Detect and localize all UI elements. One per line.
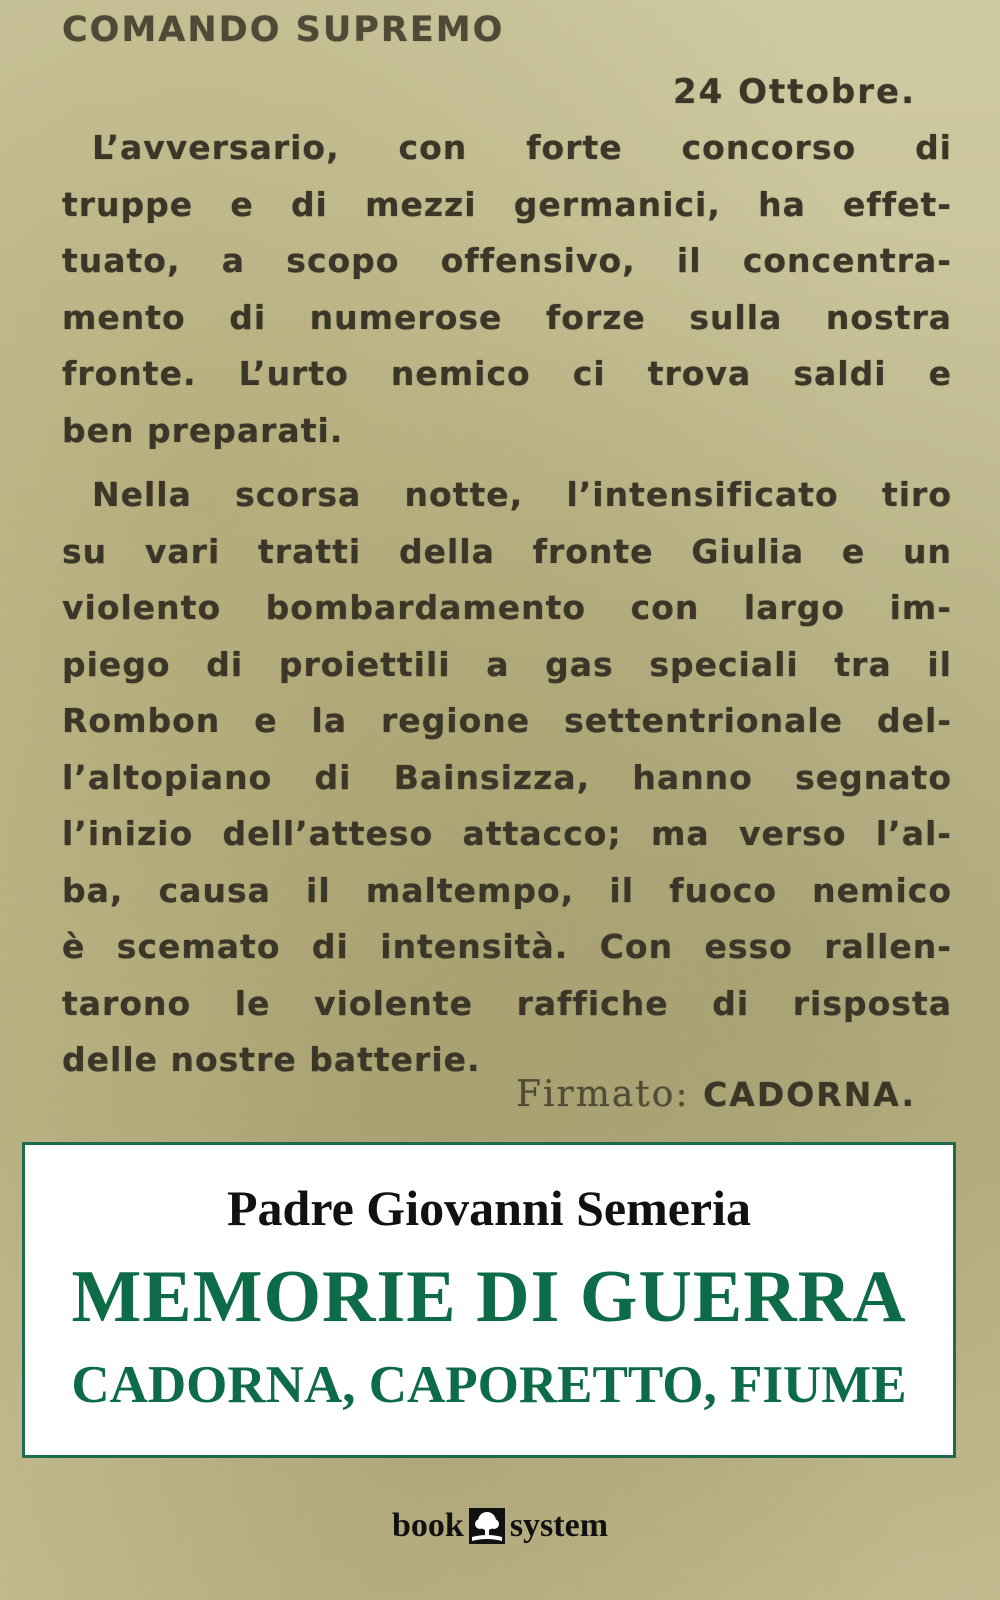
clipping-line: ben preparati.	[62, 410, 344, 450]
clipping-paragraph-2	[62, 467, 952, 1089]
book-subtitle: CADORNA, CAPORETTO, FIUME	[71, 1356, 907, 1414]
clipping-line: delle nostre batterie.	[62, 1040, 481, 1079]
clipping-line: violento bombardamento con largo im-	[62, 588, 952, 627]
clipping-header: COMANDO SUPREMO	[62, 10, 505, 50]
clipping-line: Nella scorsa notte, l’intensificato tiro	[92, 475, 952, 514]
publisher-word-left: book	[391, 1507, 464, 1544]
clipping-line: l’altopiano di Bainsizza, hanno segnato	[62, 757, 952, 797]
clipping-line: piego di proiettili a gas speciali tra il	[62, 644, 952, 684]
clipping-date: 24 Ottobre.	[673, 72, 916, 112]
tree-book-icon	[468, 1507, 506, 1545]
clipping-line: l’inizio dell’atteso attacco; ma verso l’al-	[62, 814, 952, 853]
book-title: MEMORIE DI GUERRA	[71, 1256, 907, 1338]
clipping-signature	[516, 1074, 916, 1115]
clipping-line: è scemato di intensità. Con esso rallen-	[62, 927, 952, 966]
clipping-body	[62, 120, 952, 1089]
clipping-line: Rombon e la regione settentrionale del-	[62, 701, 952, 740]
title-box	[22, 1142, 956, 1458]
clipping-line: tuato, a scopo offensivo, il concentra-	[62, 241, 952, 280]
publisher-word-right: system	[509, 1507, 609, 1544]
signature-name: CADORNA.	[703, 1075, 916, 1114]
publisher-logo-block	[0, 1506, 1000, 1546]
clipping-line: mento di numerose forze sulla nostra	[62, 297, 952, 337]
clipping-line: fronte. L’urto nemico ci trova saldi e	[62, 354, 952, 393]
author-name: Padre Giovanni Semeria	[226, 1180, 752, 1236]
clipping-line: su vari tratti della fronte Giulia e un	[62, 531, 952, 571]
clipping-line: ba, causa il maltempo, il fuoco nemico	[62, 870, 952, 910]
clipping-line: truppe e di mezzi germanici, ha effet-	[62, 184, 952, 224]
clipping-line: tarono le violente raffiche di risposta	[62, 983, 952, 1023]
clipping-paragraph-1	[62, 120, 952, 459]
newspaper-clipping	[56, 0, 956, 1160]
clipping-line: L’avversario, con forte concorso di	[92, 128, 952, 167]
signature-label: Firmato:	[516, 1074, 690, 1115]
